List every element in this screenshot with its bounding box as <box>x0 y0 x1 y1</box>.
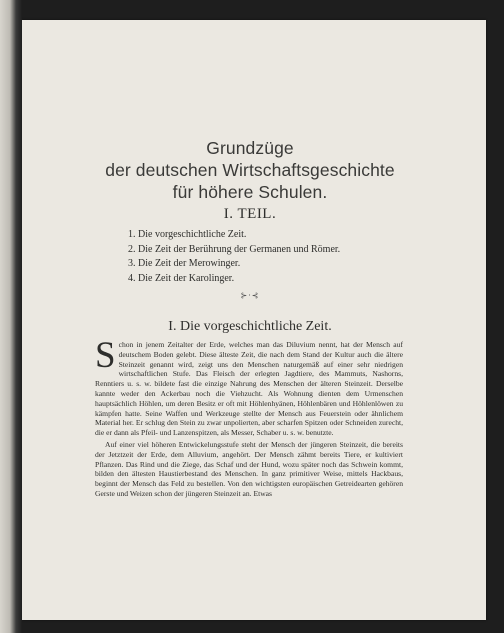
table-of-contents <box>128 228 388 286</box>
toc-item: 3. Die Zeit der Merowinger. <box>128 258 241 269</box>
paragraph-1 <box>95 335 403 438</box>
ornament-divider: ⊱·⊰ <box>240 291 260 300</box>
section-heading: I. Die vorgeschichtliche Zeit. <box>168 319 332 334</box>
part-heading: I. TEIL. <box>223 206 277 222</box>
book-spine <box>0 0 22 633</box>
toc-item: 1. Die vorgeschichtliche Zeit. <box>128 229 247 240</box>
paragraph-1-text: chon in jenem Zeitalter der Erde, welches man das Diluvium nennt, hat der Mensch auf deutschem Boden gelebt. Diese älteste Zeit, die nach dem Stand der Kultur auch die ältere Steinzeit genannt wird, zeigt uns den Menschen naturgemäß auf einer sehr niedrigen wirtschaftlichen Stufe. Das Fleisch der erlegten Jagdtiere, des Mammuts, Nashorns, Renntiers u. s. w. bildete fast die einzige Nahrung des Menschen der älteren Steinzeit. Derselbe kannte weder den Ackerbau noch die Viehzucht. Als Wohnung dienten dem Urmenschen hauptsächlich Höhlen, um deren Besitz er oft mit Höhlenhyänen, Höhlenbären und Höhlenlöwen zu kämpfen hatte. Seine Waffen und Werkzeuge stellte der Mensch aus Feuerstein oder ähnlichem Material her. Er schlug den Stein zu zwar unpolierten, aber scharfen Spitzen oder Schneiden zurecht, die er dann als Pfeil- und Lanzenspitzen, als Messer, Schaber u. s. w. benutzte. <box>95 340 403 438</box>
drop-cap: S <box>95 335 116 376</box>
paragraph-2: Auf einer viel höheren Entwickelungsstufe steht der Mensch der jüngeren Steinzeit, die bereits der Jetztzeit der Erde, dem Alluvium, angehört. Der Mensch zähmt bereits Tiere, er kultiviert Pflanzen. Das Rind und die Ziege, das Schaf und der Hund, wozu später noch das Schwein kommt, bilden den ältesten Haustierbestand des Menschen. In ganz primitiver Weise, mittels Hackbaus, beginnt der Mensch das Feld zu bestellen. Von den wichtigsten europäischen Getreidearten gehören Gerste und Weizen schon der jüngeren Steinzeit an. Etwas <box>95 439 403 498</box>
title-line-2: der deutschen Wirtschaftsgeschichte <box>105 160 395 180</box>
title-line-1: Grundzüge <box>206 138 294 158</box>
title-line-3: für höhere Schulen. <box>172 182 328 202</box>
toc-item: 4. Die Zeit der Karolinger. <box>128 272 235 284</box>
body-text <box>95 335 403 499</box>
toc-item: 2. Die Zeit der Berührung der Germanen und Römer. <box>128 243 341 255</box>
